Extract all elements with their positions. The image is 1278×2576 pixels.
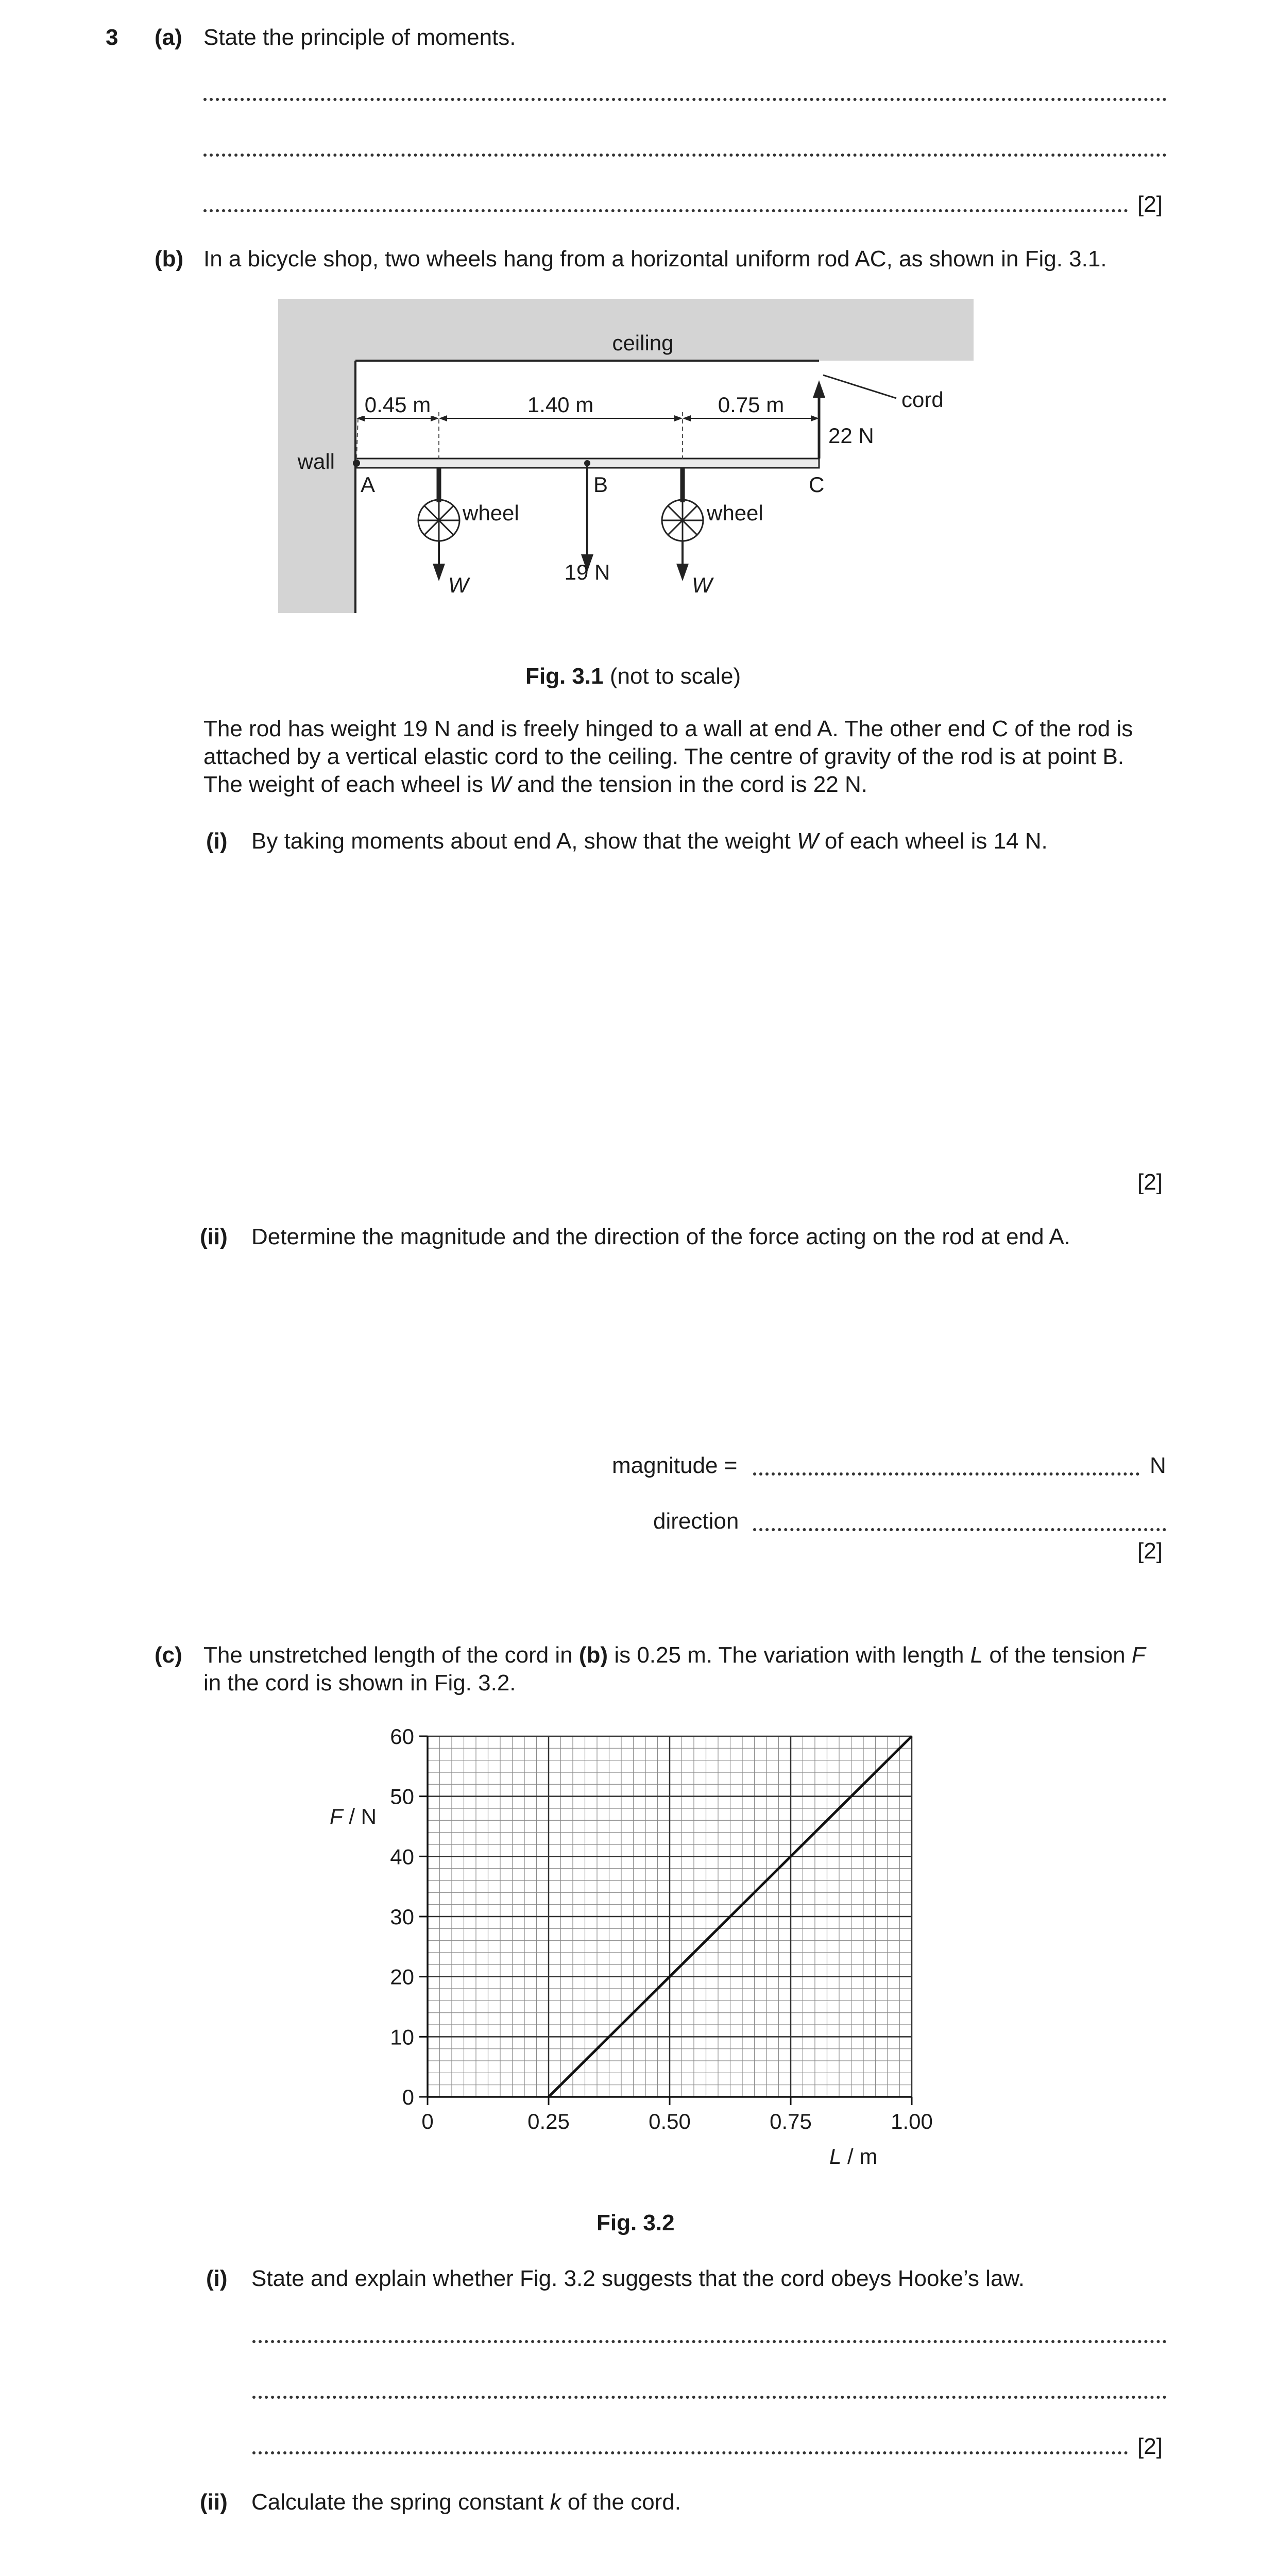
y-tick-label: 0: [402, 2085, 414, 2109]
x-tick-label: 0.25: [527, 2109, 570, 2133]
part-c-ii-label: (ii): [200, 2489, 228, 2515]
answer-line[interactable]: [203, 98, 1167, 101]
rod-weight-label: 19 N: [564, 560, 610, 584]
fig-3-2-caption: Fig. 3.2: [597, 2210, 675, 2235]
tension-label: 22 N: [828, 423, 874, 448]
x-tick-label: 0.50: [649, 2109, 691, 2133]
wall-label: wall: [297, 449, 335, 473]
answer-line[interactable]: [203, 209, 1128, 212]
part-b-i-question: By taking moments about end A, show that the weight W of each wheel is 14 N.: [251, 828, 1048, 854]
wheel-weight-2: W: [692, 573, 712, 597]
fig-3-1-caption: Fig. 3.1 (not to scale): [525, 664, 741, 689]
dimension-2: 1.40 m: [527, 393, 594, 417]
magnitude-unit: N: [1150, 1453, 1166, 1478]
x-axis-label: L / m: [829, 2144, 878, 2168]
part-b-label: (b): [155, 246, 184, 272]
part-b-desc-2: attached by a vertical elastic cord to the ceiling. The centre of gravity of the rod is at point B.: [203, 744, 1124, 769]
magnitude-label: magnitude =: [612, 1453, 738, 1478]
y-tick-label: 10: [390, 2025, 414, 2049]
part-b-question: In a bicycle shop, two wheels hang from a horizontal uniform rod AC, as shown in Fig. 3.1.: [203, 246, 1107, 272]
wheel-label-2: wheel: [707, 501, 763, 525]
answer-line[interactable]: [252, 2451, 1128, 2454]
y-tick-label: 40: [390, 1844, 414, 1869]
marks-b-ii: [2]: [1137, 1538, 1163, 1564]
wheel-weight-1: W: [448, 573, 469, 597]
part-c-ii-question: Calculate the spring constant k of the cord.: [251, 2489, 681, 2515]
part-c-text-1: The unstretched length of the cord in (b) is 0.25 m. The variation with length L of the tension F: [203, 1642, 1146, 1668]
hinge-a: [353, 460, 360, 467]
part-c-i-label: (i): [206, 2266, 228, 2291]
y-tick-label: 60: [390, 1724, 414, 1749]
answer-line[interactable]: [252, 2396, 1167, 2399]
part-b-ii-question: Determine the magnitude and the direction of the force acting on the rod at end A.: [251, 1224, 1070, 1249]
part-b-i-label: (i): [206, 828, 228, 854]
part-c-label: (c): [155, 1642, 182, 1668]
answer-line[interactable]: [203, 154, 1167, 157]
part-a-question: State the principle of moments.: [203, 25, 516, 50]
ceiling-label: ceiling: [612, 331, 674, 355]
direction-answer-line[interactable]: [753, 1528, 1166, 1531]
answer-line[interactable]: [252, 2340, 1167, 2343]
wheel-2: [662, 500, 703, 541]
wheel-label-1: wheel: [463, 501, 519, 525]
part-b-ii-label: (ii): [200, 1224, 228, 1249]
x-tick-label: 0: [421, 2109, 434, 2133]
direction-label: direction: [653, 1509, 739, 1534]
dimension-1: 0.45 m: [364, 393, 431, 417]
figure-3-2-chart[interactable]: [309, 1721, 979, 2184]
marks-a: [2]: [1137, 192, 1163, 217]
y-axis-label: F / N: [330, 1804, 377, 1828]
x-tick-label: 0.75: [770, 2109, 812, 2133]
part-a-label: (a): [155, 25, 182, 50]
question-number: 3: [106, 25, 118, 50]
point-a-label: A: [361, 472, 376, 497]
y-tick-label: 50: [390, 1784, 414, 1809]
part-c-i-question: State and explain whether Fig. 3.2 suggests that the cord obeys Hooke’s law.: [251, 2266, 1025, 2291]
y-tick-label: 20: [390, 1964, 414, 1989]
point-c-label: C: [809, 472, 825, 497]
point-b-label: B: [593, 472, 608, 497]
part-c-text-2: in the cord is shown in Fig. 3.2.: [203, 1670, 516, 1696]
figure-3-1: [278, 299, 979, 618]
x-tick-label: 1.00: [891, 2109, 933, 2133]
marks-c-i: [2]: [1137, 2434, 1163, 2459]
y-tick-label: 30: [390, 1905, 414, 1929]
cord-label: cord: [901, 387, 944, 412]
marks-b-i: [2]: [1137, 1170, 1163, 1195]
magnitude-answer-line[interactable]: [753, 1472, 1139, 1476]
part-b-desc-3: The weight of each wheel is W and the tension in the cord is 22 N.: [203, 772, 867, 797]
dimension-3: 0.75 m: [718, 393, 785, 417]
wheel-1: [418, 500, 459, 541]
part-b-desc-1: The rod has weight 19 N and is freely hinged to a wall at end A. The other end C of the rod is: [203, 716, 1133, 741]
